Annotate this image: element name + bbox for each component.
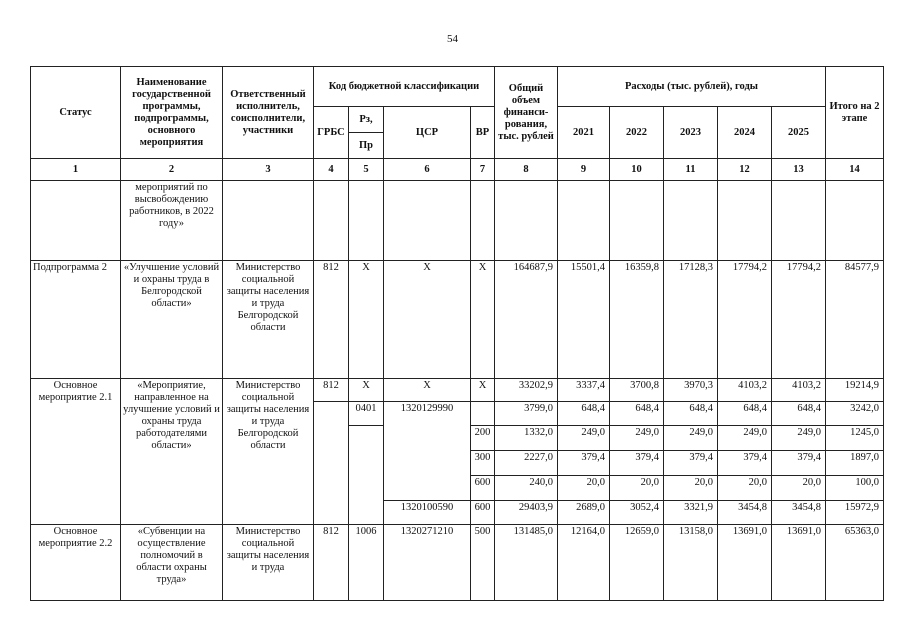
cell-2023: 13158,0 bbox=[664, 525, 718, 601]
cell-name: «Улучшение условий и охраны труда в Белгородской области» bbox=[121, 261, 223, 379]
cell-vr: 500 bbox=[471, 525, 495, 601]
cell-csr: 1320129990 bbox=[384, 402, 471, 501]
cell-2023: 17128,3 bbox=[664, 261, 718, 379]
cell-2025: 249,0 bbox=[772, 426, 826, 451]
col-number: 13 bbox=[772, 159, 826, 181]
col-number: 9 bbox=[558, 159, 610, 181]
cell-2022: 249,0 bbox=[610, 426, 664, 451]
cell-2025: 20,0 bbox=[772, 476, 826, 501]
header-year-2023: 2023 bbox=[664, 107, 718, 159]
cell-grbs: 812 bbox=[314, 379, 349, 402]
cell-2025: 13691,0 bbox=[772, 525, 826, 601]
header-executor: Ответственный исполнитель, соисполнители, участники bbox=[223, 67, 314, 159]
cell-vr: 600 bbox=[471, 501, 495, 525]
cell-rzpr: Х bbox=[349, 379, 384, 402]
cell-2023: 249,0 bbox=[664, 426, 718, 451]
cell-name: «Мероприятие, направленное на улучшение условий и охраны труда работодателями области» bbox=[121, 379, 223, 525]
header-year-2024: 2024 bbox=[718, 107, 772, 159]
table-row bbox=[31, 181, 884, 261]
header-expenses: Расходы (тыс. рублей), годы bbox=[558, 67, 826, 107]
col-number: 1 bbox=[31, 159, 121, 181]
cell-csr: Х bbox=[384, 379, 471, 402]
cell-status: Основное мероприятие 2.1 bbox=[31, 379, 121, 525]
cell-2023: 648,4 bbox=[664, 402, 718, 426]
cell-itogo: 19214,9 bbox=[826, 379, 884, 402]
cell-grbs: 812 bbox=[314, 525, 349, 601]
cell-name: мероприятий по высвобождению работников, в 2022 году» bbox=[121, 181, 223, 261]
cell-csr: Х bbox=[384, 261, 471, 379]
cell-itogo: 1897,0 bbox=[826, 451, 884, 476]
header-pr: Пр bbox=[349, 133, 384, 159]
header-year-2022: 2022 bbox=[610, 107, 664, 159]
cell-total: 240,0 bbox=[495, 476, 558, 501]
cell-2024: 13691,0 bbox=[718, 525, 772, 601]
cell-2025: 379,4 bbox=[772, 451, 826, 476]
cell-name: «Субвенции на осуществление полномочий в области охраны труда» bbox=[121, 525, 223, 601]
cell-vr: 600 bbox=[471, 476, 495, 501]
cell-2023: 20,0 bbox=[664, 476, 718, 501]
cell-vr: 300 bbox=[471, 451, 495, 476]
col-number: 11 bbox=[664, 159, 718, 181]
col-number: 3 bbox=[223, 159, 314, 181]
header-name: Наименование государственной программы, подпрограммы, основного мероприятия bbox=[121, 67, 223, 159]
cell-total: 1332,0 bbox=[495, 426, 558, 451]
cell-2021: 648,4 bbox=[558, 402, 610, 426]
cell-grbs bbox=[314, 402, 349, 525]
table-row bbox=[31, 261, 884, 379]
col-number: 6 bbox=[384, 159, 471, 181]
cell-2023: 3321,9 bbox=[664, 501, 718, 525]
cell-2025: 648,4 bbox=[772, 402, 826, 426]
col-number: 10 bbox=[610, 159, 664, 181]
header-vr: ВР bbox=[471, 107, 495, 159]
col-number: 4 bbox=[314, 159, 349, 181]
cell-2024: 648,4 bbox=[718, 402, 772, 426]
cell-2021: 249,0 bbox=[558, 426, 610, 451]
cell-total: 33202,9 bbox=[495, 379, 558, 402]
cell-itogo: 65363,0 bbox=[826, 525, 884, 601]
cell-2021: 12164,0 bbox=[558, 525, 610, 601]
header-rz: Рз, bbox=[349, 107, 384, 133]
header-year-2025: 2025 bbox=[772, 107, 826, 159]
cell-executor: Министерство социальной защиты населения и труда bbox=[223, 525, 314, 601]
column-numbers-row bbox=[31, 159, 884, 181]
cell-2022: 12659,0 bbox=[610, 525, 664, 601]
cell-rzpr: 0401 bbox=[349, 402, 384, 426]
cell-executor: Министерство социальной защиты населения и труда Белгородской области bbox=[223, 261, 314, 379]
header-grbs: ГРБС bbox=[314, 107, 349, 159]
cell-vr: Х bbox=[471, 379, 495, 402]
col-number: 7 bbox=[471, 159, 495, 181]
cell-2024: 379,4 bbox=[718, 451, 772, 476]
cell-2025: 17794,2 bbox=[772, 261, 826, 379]
cell-total: 164687,9 bbox=[495, 261, 558, 379]
cell-2023: 379,4 bbox=[664, 451, 718, 476]
cell-2024: 20,0 bbox=[718, 476, 772, 501]
header-csr: ЦСР bbox=[384, 107, 471, 159]
cell-total: 3799,0 bbox=[495, 402, 558, 426]
cell-2022: 3700,8 bbox=[610, 379, 664, 402]
header-total-volume: Общий объем финанси-рования, тыс. рублей bbox=[495, 67, 558, 159]
cell-2025: 4103,2 bbox=[772, 379, 826, 402]
cell-2024: 17794,2 bbox=[718, 261, 772, 379]
cell-2021: 379,4 bbox=[558, 451, 610, 476]
cell-status: Основное мероприятие 2.2 bbox=[31, 525, 121, 601]
cell-2021: 20,0 bbox=[558, 476, 610, 501]
header-itogo: Итого на 2 этапе bbox=[826, 67, 884, 159]
cell-2022: 648,4 bbox=[610, 402, 664, 426]
cell-2022: 16359,8 bbox=[610, 261, 664, 379]
cell-executor: Министерство социальной защиты населения и труда Белгородской области bbox=[223, 379, 314, 525]
header-status: Статус bbox=[31, 67, 121, 159]
cell-vr: Х bbox=[471, 261, 495, 379]
cell-2023: 3970,3 bbox=[664, 379, 718, 402]
cell-rzpr bbox=[349, 426, 384, 525]
cell-total: 131485,0 bbox=[495, 525, 558, 601]
cell-2022: 379,4 bbox=[610, 451, 664, 476]
col-number: 14 bbox=[826, 159, 884, 181]
header-budget-code: Код бюджетной классификации bbox=[314, 67, 495, 107]
cell-itogo: 84577,9 bbox=[826, 261, 884, 379]
cell-itogo: 3242,0 bbox=[826, 402, 884, 426]
cell-rzpr: 1006 bbox=[349, 525, 384, 601]
cell-vr bbox=[471, 402, 495, 426]
cell-csr: 1320100590 bbox=[384, 501, 471, 525]
cell-rzpr: Х bbox=[349, 261, 384, 379]
cell-2021: 15501,4 bbox=[558, 261, 610, 379]
cell-2022: 20,0 bbox=[610, 476, 664, 501]
cell-status: Подпрограмма 2 bbox=[31, 261, 121, 379]
col-number: 8 bbox=[495, 159, 558, 181]
cell-itogo: 15972,9 bbox=[826, 501, 884, 525]
col-number: 2 bbox=[121, 159, 223, 181]
cell-2024: 249,0 bbox=[718, 426, 772, 451]
table-row bbox=[31, 379, 884, 402]
table-row bbox=[31, 525, 884, 601]
cell-2025: 3454,8 bbox=[772, 501, 826, 525]
cell-2022: 3052,4 bbox=[610, 501, 664, 525]
col-number: 5 bbox=[349, 159, 384, 181]
header-year-2021: 2021 bbox=[558, 107, 610, 159]
cell-total: 29403,9 bbox=[495, 501, 558, 525]
page-number: 54 bbox=[447, 33, 458, 45]
cell-itogo: 1245,0 bbox=[826, 426, 884, 451]
cell-grbs: 812 bbox=[314, 261, 349, 379]
cell-2021: 3337,4 bbox=[558, 379, 610, 402]
budget-table bbox=[30, 66, 884, 601]
col-number: 12 bbox=[718, 159, 772, 181]
cell-2024: 3454,8 bbox=[718, 501, 772, 525]
cell-2021: 2689,0 bbox=[558, 501, 610, 525]
cell-total: 2227,0 bbox=[495, 451, 558, 476]
cell-vr: 200 bbox=[471, 426, 495, 451]
cell-csr: 1320271210 bbox=[384, 525, 471, 601]
cell-itogo: 100,0 bbox=[826, 476, 884, 501]
cell-2024: 4103,2 bbox=[718, 379, 772, 402]
